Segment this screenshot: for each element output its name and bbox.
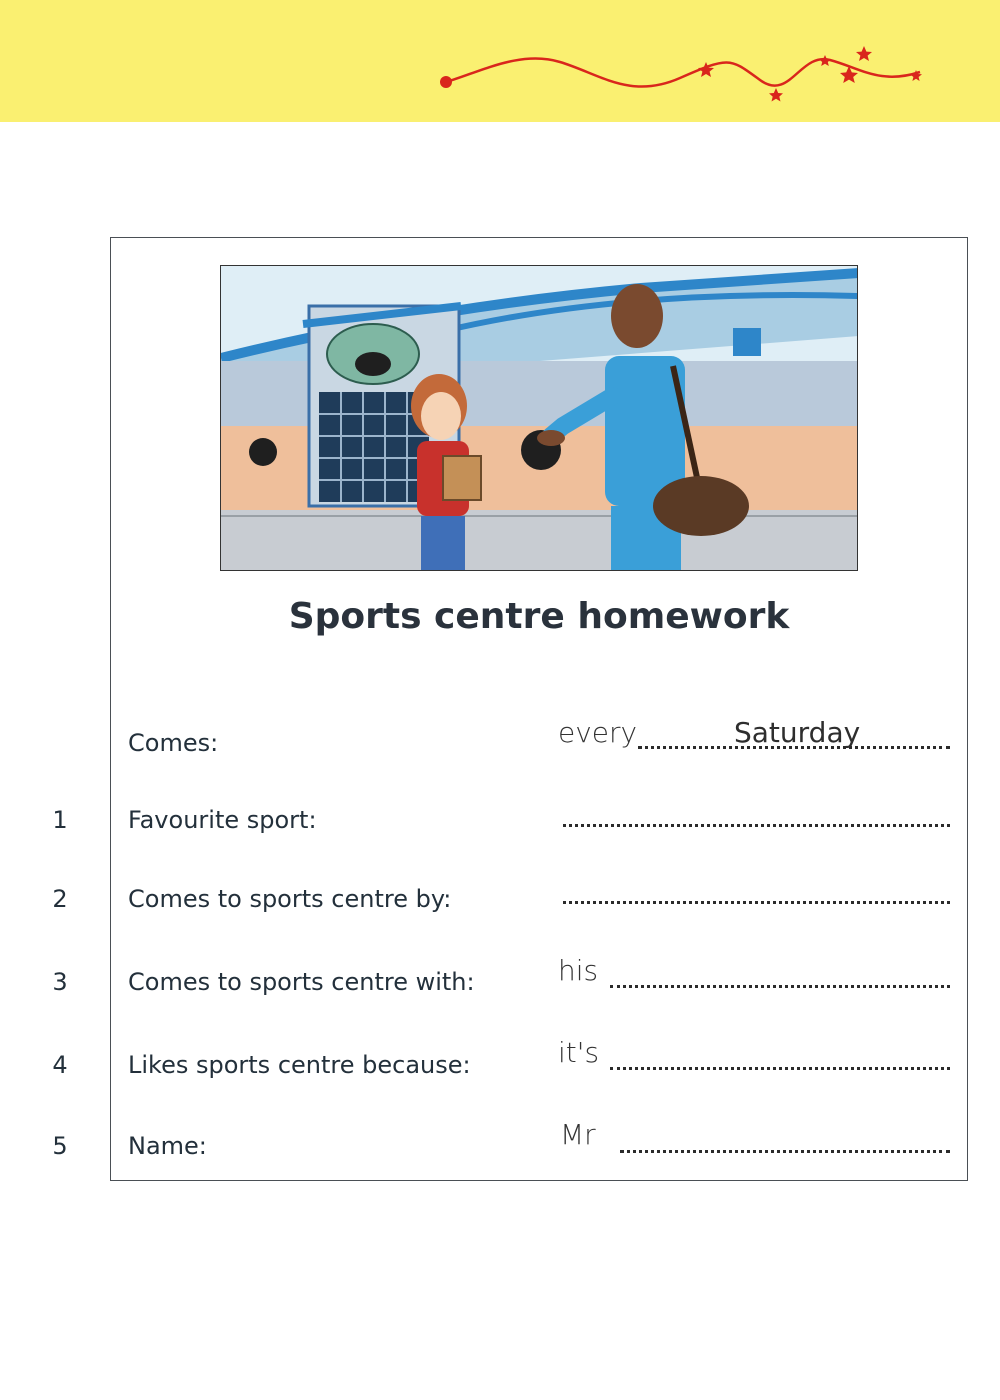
answer-comes[interactable]: Saturday — [734, 716, 861, 749]
row-label-likes-because: Likes sports centre because: — [128, 1051, 471, 1079]
prefix-his: his — [558, 954, 599, 987]
row-label-comes: Comes: — [128, 729, 219, 757]
header-banner — [0, 0, 1000, 122]
row-label-favourite-sport: Favourite sport: — [128, 806, 317, 834]
answer-line-likes-because[interactable] — [610, 1067, 950, 1070]
row-number-2: 2 — [52, 885, 68, 913]
prefix-its: it's — [558, 1036, 600, 1069]
row-label-comes-by: Comes to sports centre by: — [128, 885, 452, 913]
row-label-name: Name: — [128, 1132, 207, 1160]
answer-line-favourite-sport[interactable] — [563, 824, 950, 827]
star-icon — [698, 46, 922, 102]
star-swirl-decoration — [0, 0, 1000, 122]
prefix-mr: Mr — [560, 1118, 596, 1151]
row-number-1: 1 — [52, 806, 68, 834]
sports-centre-illustration — [220, 265, 858, 571]
prefix-every: every — [558, 716, 638, 749]
row-number-3: 3 — [52, 968, 68, 996]
worksheet-title: Sports centre homework — [288, 596, 790, 637]
answer-line-name[interactable] — [620, 1150, 950, 1153]
answer-line-comes-by[interactable] — [563, 901, 950, 904]
row-number-4: 4 — [52, 1051, 68, 1079]
row-label-comes-with: Comes to sports centre with: — [128, 968, 475, 996]
answer-line-comes-with[interactable] — [610, 985, 950, 988]
row-number-5: 5 — [52, 1132, 68, 1160]
answer-line-comes[interactable] — [638, 746, 950, 749]
